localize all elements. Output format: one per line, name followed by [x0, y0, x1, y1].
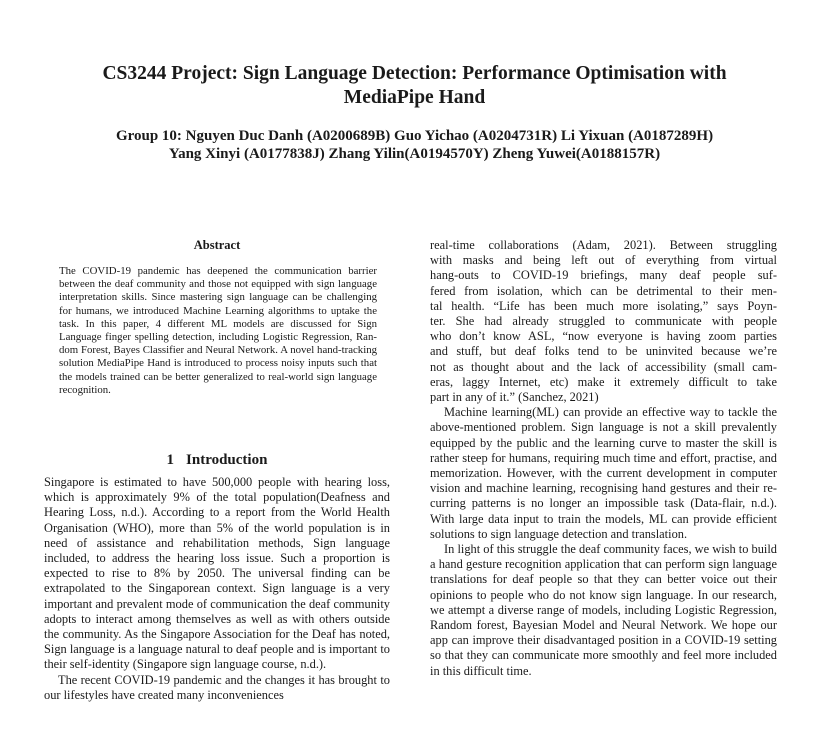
paper-title-line-1: CS3244 Project: Sign Language Detection: Performance Optimisation with [102, 63, 727, 84]
right-column-body [430, 238, 777, 679]
text-line: and stuff, but deaf folks tend to be uninvited because we’re [430, 344, 777, 359]
text-line: who don’t know ASL, “now everyone is having zoom parties [430, 329, 777, 344]
abstract-text: The COVID-19 pandemic has deepened the communication barrier between the deaf community and those not equipped with sign language interpretation skills. Since mastering sign language can be challenging for humans, we introduced Machine Learning algorithms to uptake the task. In this paper, 4 different ML models are discussed for Sign Language finger spelling detection, including Logistic Regression, Random Forest, Bayes Classifier and Neural Network. A novel hand-tracking solution MediaPipe Hand is introduced to process noisy inputs such that the models trained can be better generalized to real-world sign language recognition. [59, 265, 377, 396]
text-line: ter. She had already struggled to communicate with people [430, 314, 777, 329]
paper-title-line-2: MediaPipe Hand [343, 87, 486, 108]
text-line: hang-outs to COVID-19 briefings, many deaf people suf- [430, 268, 777, 283]
section-heading-introduction [44, 450, 390, 470]
text-line: eras, laggy Internet, etc) make it extremely difficult to take [430, 374, 777, 389]
text-line: part in any of it.” (Sanchez, 2021) [430, 390, 599, 405]
left-column-body [44, 475, 390, 703]
text-line: fered from isolation, which can be detrimental to their men- [430, 283, 777, 298]
author-line-2: Yang Xinyi (A0177838J) Zhang Yilin(A0194570Y) Zheng Yuwei(A0188157R) [168, 146, 661, 162]
right-paragraph-2: Machine learning(ML) can provide an effective way to tackle the above-mentioned problem. Sign language is not a skill prevalently equipped by the public and the learning curve to master the skill is rather steep for humans, requiring much time and effort, practise, and memorization. However, with the current development in computer vision and machine learning, recognising hand gestures and their recurring patterns is no longer an impossible task (Data-flair, n.d.). With large data input to train the models, ML can provide efficient solutions to sign language detection and translation. [430, 405, 777, 541]
text-line: with masks and being left out of everything from virtual [430, 253, 777, 268]
abstract-heading: Abstract [193, 238, 241, 252]
intro-paragraph-1: Singapore is estimated to have 500,000 people with hearing loss, which is approximately 9% of the total population(Deafness and Hearing Loss, n.d.). According to a report from the World Health Organisation (WHO), more than 5% of the world population is in need of assistance and rehabilitation methods, Sign language included, to address the hearing loss issue. Such a proportion is expected to rise to 8% by 2050. The universal finding can be extrapolated to the Singaporean context. Sign language is a very important and prevalent mode of communication the deaf community adopts to interact among themselves as well as with others outside the community. As the Singapore Association for the Deaf has noted, Sign language is a language natural to deaf people and is important to their self-identity (Singapore sign language course, n.d.). [44, 475, 390, 672]
text-line: real-time collaborations (Adam, 2021). Between struggling [430, 238, 777, 252]
right-paragraph-1 [430, 238, 777, 405]
right-paragraph-3: In light of this struggle the deaf community faces, we wish to build a hand gesture recognition application that can perform sign language translations for deaf people so that they can better voice out their opinions to people who do not know sign language. In our research, we attempt a diverse range of models, including Logistic Regression, Random forest, Bayesian Model and Neural Network. We hope our app can improve their disadvantaged position in a COVID-19 setting so that they can communicate more smoothly and feel more included in this difficult time. [430, 542, 777, 678]
section-title: Introduction [186, 452, 268, 468]
paper-title [40, 62, 789, 110]
section-number: 1 [166, 452, 175, 468]
intro-paragraph-2: The recent COVID-19 pandemic and the changes it has brought to our lifestyles have created many inconveniences [44, 672, 390, 702]
author-line-1: Group 10: Nguyen Duc Danh (A0200689B) Guo Yichao (A0204731R) Li Yixuan (A0187289H) [115, 128, 714, 144]
text-line: not as thought about and the lack of accessibility (small cam- [430, 359, 777, 374]
text-line: tal health. “Life has been much more isolating,” says Poyn- [430, 298, 777, 313]
author-list [40, 127, 789, 163]
